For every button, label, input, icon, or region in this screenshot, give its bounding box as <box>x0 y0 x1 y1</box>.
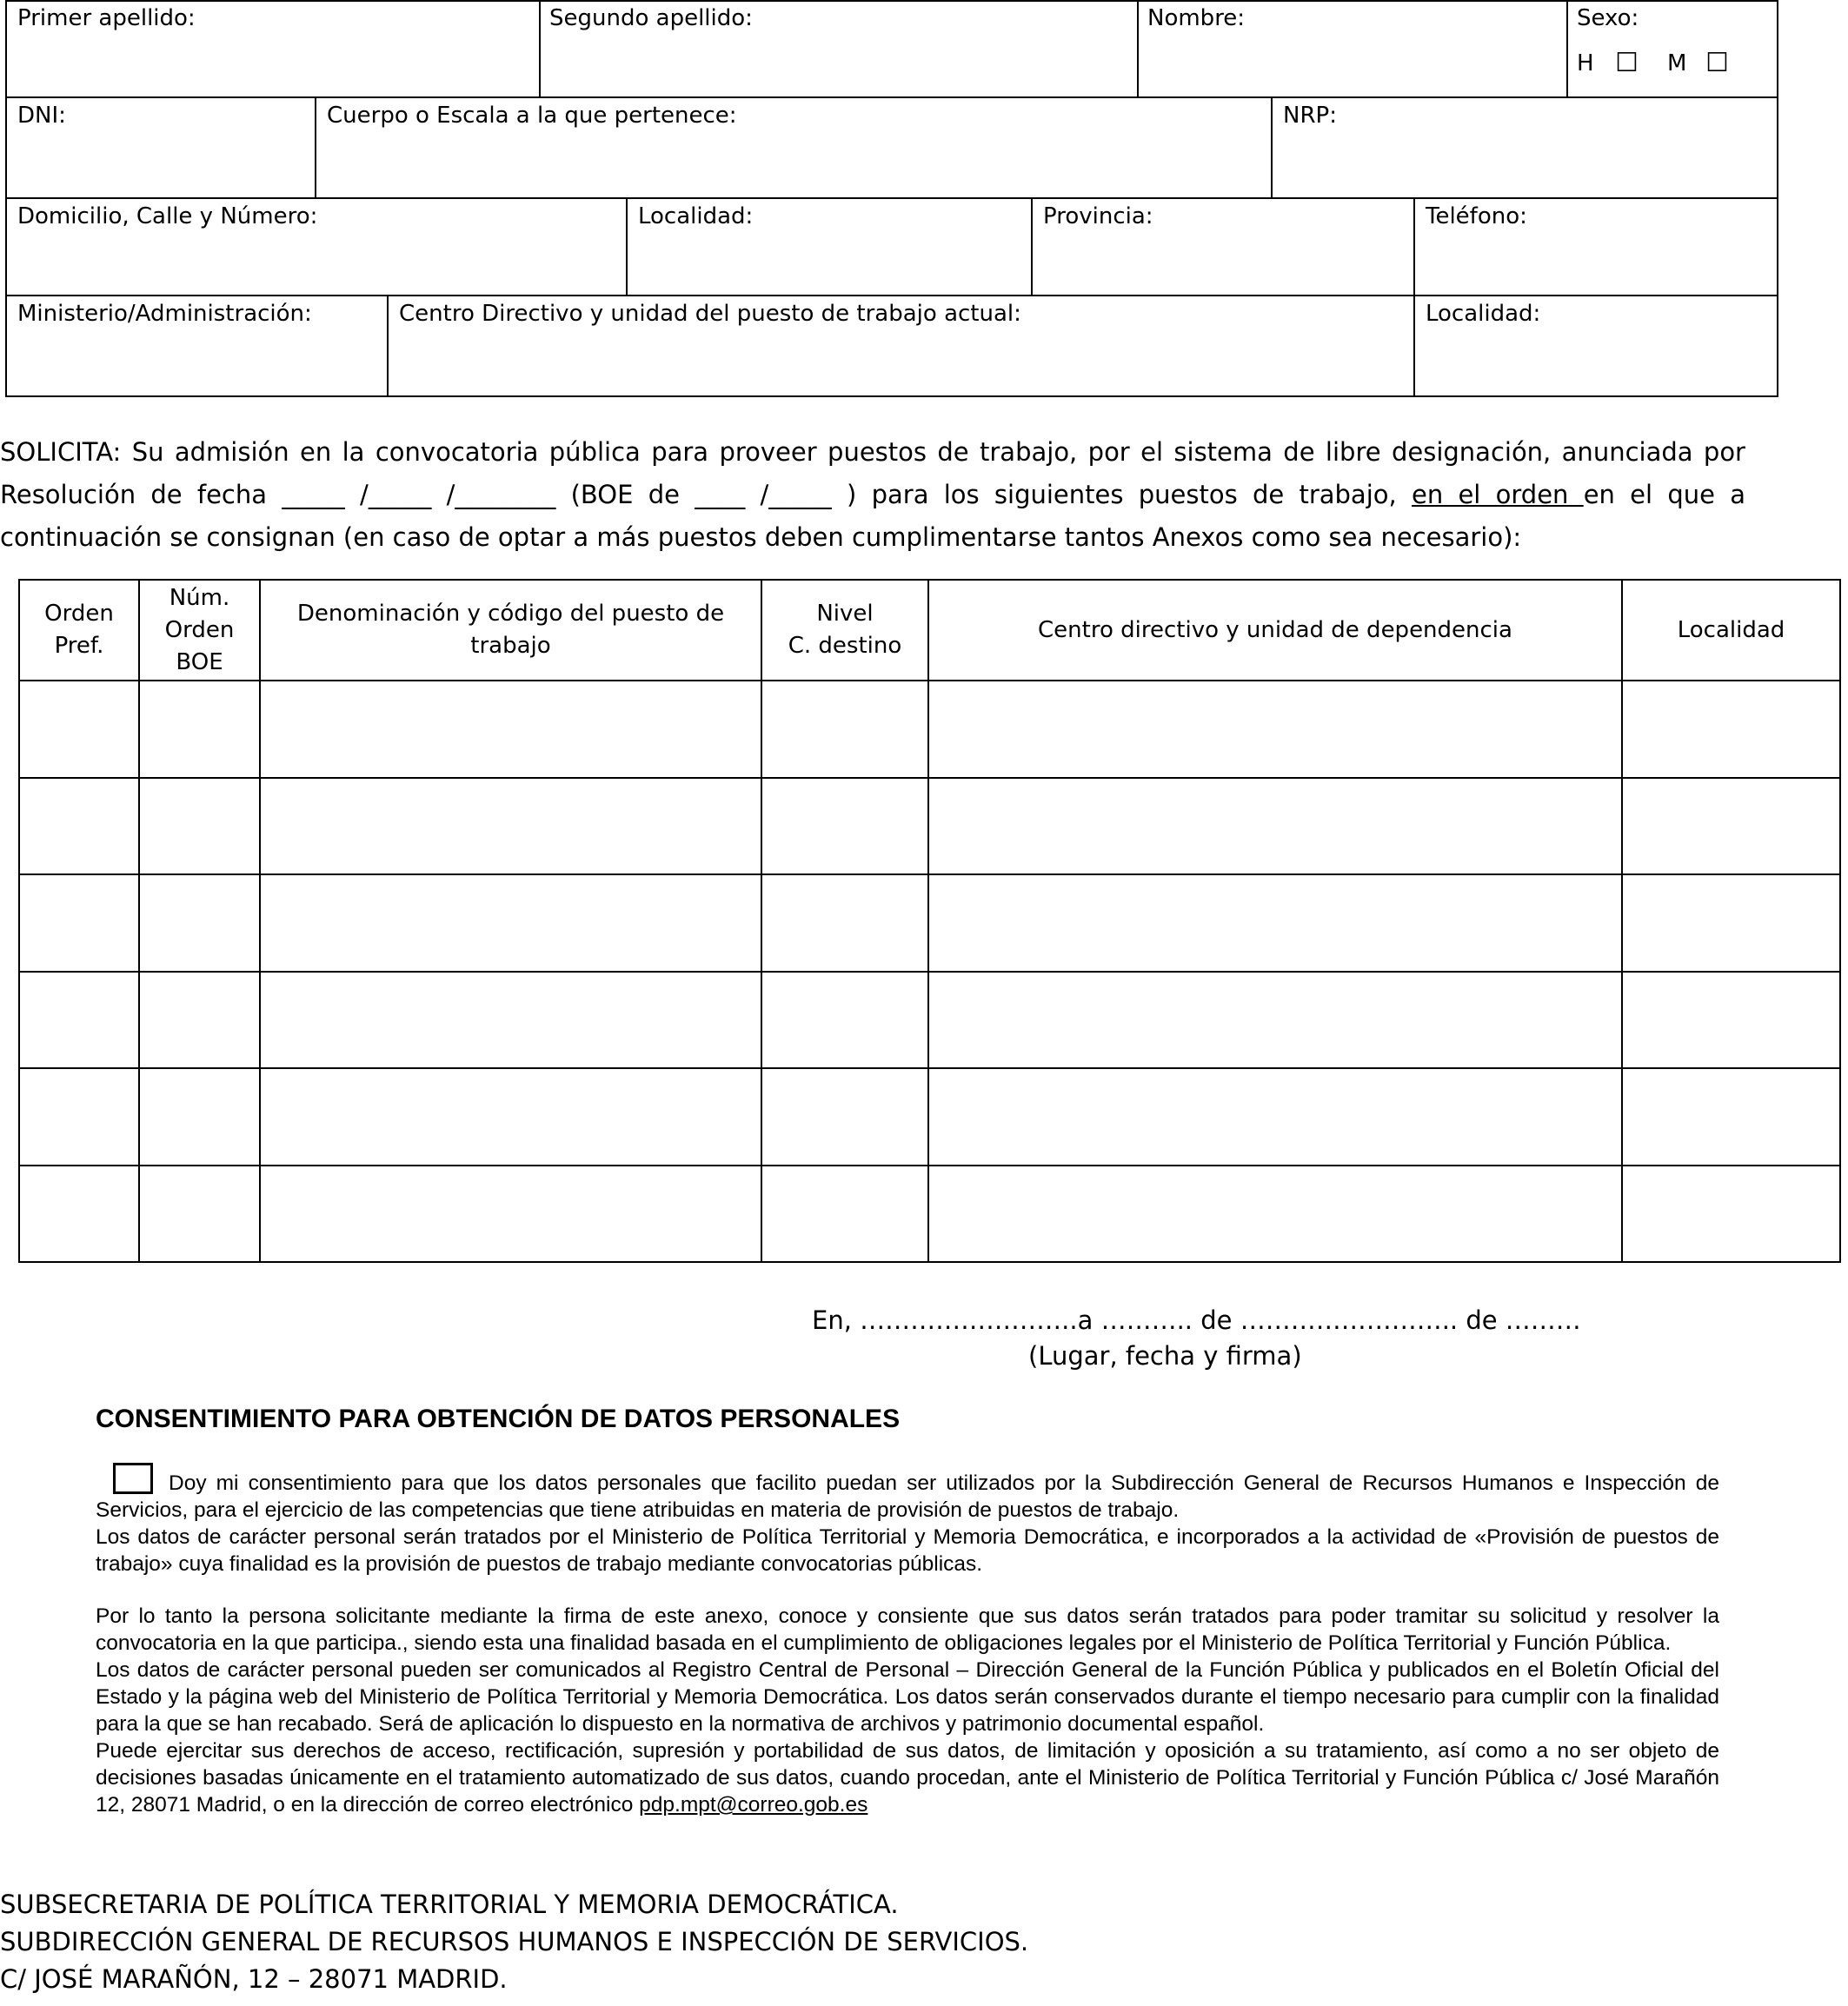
sexo-h-checkbox[interactable]: ☐ <box>1615 48 1639 78</box>
localidad-label: Localidad: <box>638 203 754 229</box>
personal-data-grid <box>5 0 1778 397</box>
table-cell[interactable] <box>139 681 260 777</box>
table-cell[interactable] <box>761 874 928 971</box>
table-cell[interactable] <box>928 874 1622 971</box>
header-denominacion: Denominación y código del puesto de trabajo <box>260 580 761 681</box>
table-cell[interactable] <box>139 778 260 874</box>
consent-block-2 <box>96 1603 1719 1818</box>
sexo-h-label: H <box>1577 50 1594 76</box>
table-cell[interactable] <box>928 1166 1622 1262</box>
cuerpo-escala-label: Cuerpo o Escala a la que pertenece: <box>327 103 737 129</box>
footer-address <box>0 1886 1028 1998</box>
header-orden-pref: Orden Pref. <box>19 580 139 681</box>
sexo-label: Sexo: <box>1577 5 1639 31</box>
domicilio-label: Domicilio, Calle y Número: <box>17 203 318 229</box>
table-cell[interactable] <box>19 681 139 777</box>
table-cell[interactable] <box>19 874 139 971</box>
table-cell[interactable] <box>761 681 928 777</box>
table-cell[interactable] <box>139 972 260 1068</box>
table-header-row <box>19 580 1840 681</box>
table-cell[interactable] <box>928 778 1622 874</box>
solicita-line-2-a: Resolución de fecha _____ /_____ /________ (BOE de ____ /_____ ) para los siguientes puestos de trabajo, <box>0 480 1412 509</box>
table-cell[interactable] <box>260 778 761 874</box>
consent-paragraph-3: Por lo tanto la persona solicitante mediante la firma de este anexo, conoce y consiente que sus datos serán tratados para poder tramitar su solicitud y resolver la convocatoria en la que participa., siendo esta una finalidad basada en el cumplimiento de obligaciones legales por el Ministerio de Política Territorial y Función Pública. <box>96 1604 1719 1655</box>
solicita-paragraph <box>0 431 1745 559</box>
table-row <box>19 1068 1840 1165</box>
header-num-orden-boe: Núm. Orden BOE <box>139 580 260 681</box>
centro-directivo-label: Centro Directivo y unidad del puesto de trabajo actual: <box>399 301 1021 327</box>
footer-line-2: SUBDIRECCIÓN GENERAL DE RECURSOS HUMANOS E INSPECCIÓN DE SERVICIOS. <box>0 1927 1029 1956</box>
provincia-label: Provincia: <box>1043 203 1153 229</box>
table-cell[interactable] <box>139 874 260 971</box>
table-cell[interactable] <box>928 681 1622 777</box>
localidad-actual-label: Localidad: <box>1426 301 1541 327</box>
table-cell[interactable] <box>19 1068 139 1165</box>
consent-block-1 <box>96 1470 1719 1578</box>
table-cell[interactable] <box>19 972 139 1068</box>
table-cell[interactable] <box>260 1068 761 1165</box>
table-row <box>19 1166 1840 1262</box>
table-row <box>19 681 1840 777</box>
table-cell[interactable] <box>19 778 139 874</box>
consent-paragraph-4: Los datos de carácter personal pueden ser comunicados al Registro Central de Personal – Dirección General de la Función Pública y publicados en el Boletín Oficial del Estado y la página web del Ministerio de Política Territorial y Memoria Democrática. Los datos serán conservados durante el tiempo necesario para cumplir con la finalidad para la que se han recabado. Será de aplicación lo dispuesto en la normativa de archivos y patrimonio documental español. <box>96 1658 1719 1736</box>
consent-paragraph-1: Doy mi consentimiento para que los datos personales que facilito puedan ser utilizados por la Subdirección General de Recursos Humanos e Inspección de Servicios, para el ejercicio de las competencias que tiene atribuidas en materia de provisión de puestos de trabajo. <box>96 1471 1719 1522</box>
table-cell[interactable] <box>1622 1068 1840 1165</box>
table-cell[interactable] <box>1622 681 1840 777</box>
footer-line-3: C/ JOSÉ MARAÑÓN, 12 – 28071 MADRID. <box>0 1964 508 1994</box>
header-centro-directivo: Centro directivo y unidad de dependencia <box>928 580 1622 681</box>
ministerio-label: Ministerio/Administración: <box>17 301 312 327</box>
table-row <box>19 778 1840 874</box>
dni-label: DNI: <box>17 103 66 129</box>
table-cell[interactable] <box>139 1166 260 1262</box>
table-cell[interactable] <box>1622 972 1840 1068</box>
table-cell[interactable] <box>260 1166 761 1262</box>
solicita-line-2-underlined: en el orden <box>1411 480 1584 509</box>
nombre-label: Nombre: <box>1147 5 1246 31</box>
table-cell[interactable] <box>761 1166 928 1262</box>
nrp-label: NRP: <box>1283 103 1337 129</box>
signature-caption: (Lugar, fecha y firma) <box>1028 1341 1302 1371</box>
consent-title: CONSENTIMIENTO PARA OBTENCIÓN DE DATOS PERSONALES <box>96 1405 901 1433</box>
telefono-label: Teléfono: <box>1426 203 1527 229</box>
positions-table <box>18 579 1841 1263</box>
table-cell[interactable] <box>260 874 761 971</box>
table-cell[interactable] <box>761 1068 928 1165</box>
consent-email-link[interactable]: pdp.mpt@correo.gob.es <box>639 1793 868 1817</box>
table-cell[interactable] <box>139 1068 260 1165</box>
sexo-m-checkbox[interactable]: ☐ <box>1705 48 1729 78</box>
table-row <box>19 874 1840 971</box>
table-cell[interactable] <box>761 972 928 1068</box>
table-cell[interactable] <box>260 972 761 1068</box>
table-cell[interactable] <box>1622 778 1840 874</box>
header-nivel: Nivel C. destino <box>761 580 928 681</box>
solicita-line-2-b: en el que a <box>1583 480 1745 509</box>
consent-paragraph-2: Los datos de carácter personal serán tratados por el Ministerio de Política Territorial y Memoria Democrática, e incorporados a la actividad de «Provisión de puestos de trabajo» cuya finalidad es la provisión de puestos de trabajo mediante convocatorias públicas. <box>96 1525 1719 1576</box>
consent-paragraph-5 <box>96 1737 1719 1818</box>
segundo-apellido-label: Segundo apellido: <box>549 5 753 31</box>
table-cell[interactable] <box>761 778 928 874</box>
table-cell[interactable] <box>260 681 761 777</box>
table-cell[interactable] <box>928 972 1622 1068</box>
consent-paragraph-5-text: Puede ejercitar sus derechos de acceso, rectificación, supresión y portabilidad de sus datos, de limitación y oposición a su tratamiento, así como a no ser objeto de decisiones basadas únicamente en el tratamiento automatizado de sus datos, cuando procedan, ante el Ministerio de Política Territorial y Función Pública c/ José Marañón 12, 28071 Madrid, o en la dirección de correo electrónico <box>96 1739 1719 1817</box>
header-localidad: Localidad <box>1622 580 1840 681</box>
solicita-line-2 <box>0 474 1745 516</box>
table-row <box>19 972 1840 1068</box>
table-cell[interactable] <box>928 1068 1622 1165</box>
table-cell[interactable] <box>19 1166 139 1262</box>
signature-place-date-line: En, ……………………..a ……….. de …………………….. de ……… <box>812 1305 1581 1335</box>
table-cell[interactable] <box>1622 874 1840 971</box>
solicita-line-3: continuación se consignan (en caso de optar a más puestos deben cumplimentarse tantos Anexos como sea necesario): <box>0 522 1522 552</box>
table-cell[interactable] <box>1622 1166 1840 1262</box>
sexo-m-label: M <box>1667 50 1687 76</box>
footer-line-1: SUBSECRETARIA DE POLÍTICA TERRITORIAL Y MEMORIA DEMOCRÁTICA. <box>0 1890 899 1919</box>
primer-apellido-label: Primer apellido: <box>17 5 196 31</box>
solicita-line-1: SOLICITA: Su admisión en la convocatoria pública para proveer puestos de trabajo, por el sistema de libre designación, anunciada por <box>0 437 1745 467</box>
